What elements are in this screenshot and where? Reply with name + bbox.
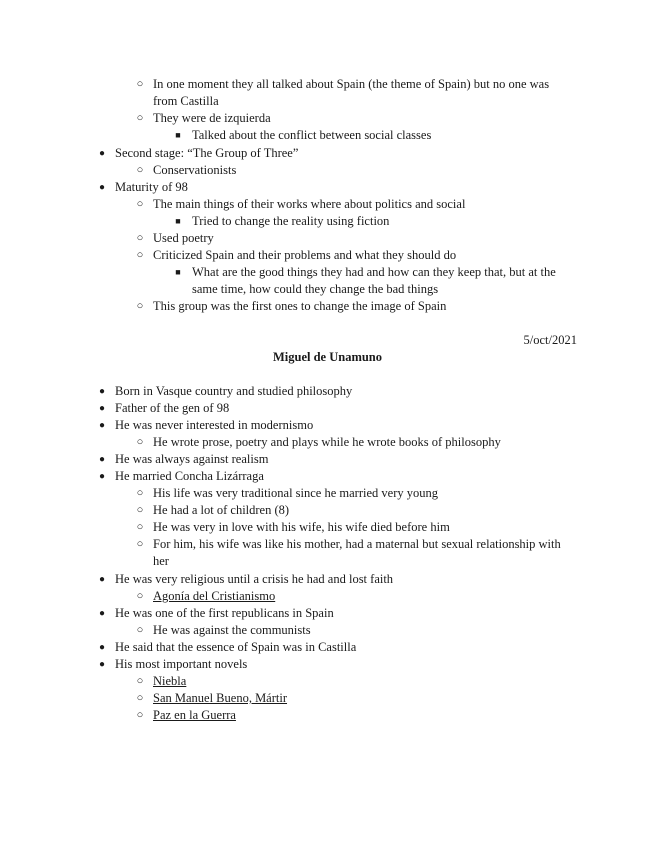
book-title: Paz en la Guerra [153,708,236,722]
list-item-text: In one moment they all talked about Spain (the theme of Spain) but no one was [153,77,550,91]
hollow-bullet-icon: ○ [136,487,144,499]
hollow-bullet-icon: ○ [136,112,144,124]
filled-bullet-icon: ● [98,659,106,670]
list-item-text: The main things of their works where about politics and social [153,197,466,211]
list-item-text: He was very religious until a crisis he had and lost faith [115,572,394,586]
list-item-text: Talked about the conflict between social classes [192,128,432,142]
hollow-bullet-icon: ○ [136,504,144,516]
list-item-text: They were de izquierda [153,111,271,125]
list-item-text: He was against the communists [153,623,311,637]
list-item-text: He was always against realism [115,452,269,466]
list-item-text: He married Concha Lizárraga [115,469,264,483]
date-label: 5/oct/2021 [523,333,577,347]
hollow-bullet-icon: ○ [136,249,144,261]
list-item-text: Maturity of 98 [115,180,188,194]
list-item-text: His life was very traditional since he married very young [153,486,438,500]
hollow-bullet-icon: ○ [136,709,144,721]
list-item-text: He wrote prose, poetry and plays while he wrote books of philosophy [153,435,501,449]
book-title: San Manuel Bueno, Mártir [153,691,288,705]
hollow-bullet-icon: ○ [136,675,144,687]
list-item-text: He was very in love with his wife, his wife died before him [153,520,450,534]
list-item-text: Second stage: “The Group of Three” [115,146,299,160]
filled-bullet-icon: ● [98,471,106,482]
list-item-text: Criticized Spain and their problems and what they should do [153,248,457,262]
list-item-text: He was never interested in modernismo [115,418,314,432]
list-item-text: His most important novels [115,657,248,671]
hollow-bullet-icon: ○ [136,692,144,704]
hollow-bullet-icon: ○ [136,521,144,533]
list-item-text: He was one of the first republicans in Spain [115,606,334,620]
list-item-text: same time, how could they change the bad things [192,282,439,296]
filled-bullet-icon: ● [98,608,106,619]
hollow-bullet-icon: ○ [136,624,144,636]
book-title: Niebla [153,674,187,688]
hollow-bullet-icon: ○ [136,436,144,448]
filled-bullet-icon: ● [98,454,106,465]
hollow-bullet-icon: ○ [136,232,144,244]
square-bullet-icon: ■ [175,216,181,226]
list-item-text: What are the good things they had and how can they keep that, but at the [192,265,556,279]
list-item-text: Father of the gen of 98 [115,401,230,415]
filled-bullet-icon: ● [98,642,106,653]
filled-bullet-icon: ● [98,386,106,397]
list-item-text: This group was the first ones to change the image of Spain [153,299,447,313]
list-item-text: Born in Vasque country and studied philosophy [115,384,353,398]
list-item-text: her [153,554,169,568]
list-item-text: Conservationists [153,163,237,177]
square-bullet-icon: ■ [175,267,181,277]
filled-bullet-icon: ● [98,574,106,585]
list-item-text: He said that the essence of Spain was in Castilla [115,640,357,654]
page-title: Miguel de Unamuno [272,350,383,364]
list-item-text: He had a lot of children (8) [153,503,290,517]
book-title: Agonía del Cristianismo [153,589,276,603]
hollow-bullet-icon: ○ [136,198,144,210]
hollow-bullet-icon: ○ [136,300,144,312]
filled-bullet-icon: ● [98,148,106,159]
hollow-bullet-icon: ○ [136,78,144,90]
filled-bullet-icon: ● [98,403,106,414]
square-bullet-icon: ■ [175,130,181,140]
list-item-text: from Castilla [153,94,219,108]
list-item-text: Tried to change the reality using fiction [192,214,390,228]
hollow-bullet-icon: ○ [136,538,144,550]
filled-bullet-icon: ● [98,420,106,431]
hollow-bullet-icon: ○ [136,590,144,602]
list-item-text: For him, his wife was like his mother, had a maternal but sexual relationship with [153,537,561,551]
hollow-bullet-icon: ○ [136,164,144,176]
filled-bullet-icon: ● [98,182,106,193]
list-item-text: Used poetry [153,231,214,245]
